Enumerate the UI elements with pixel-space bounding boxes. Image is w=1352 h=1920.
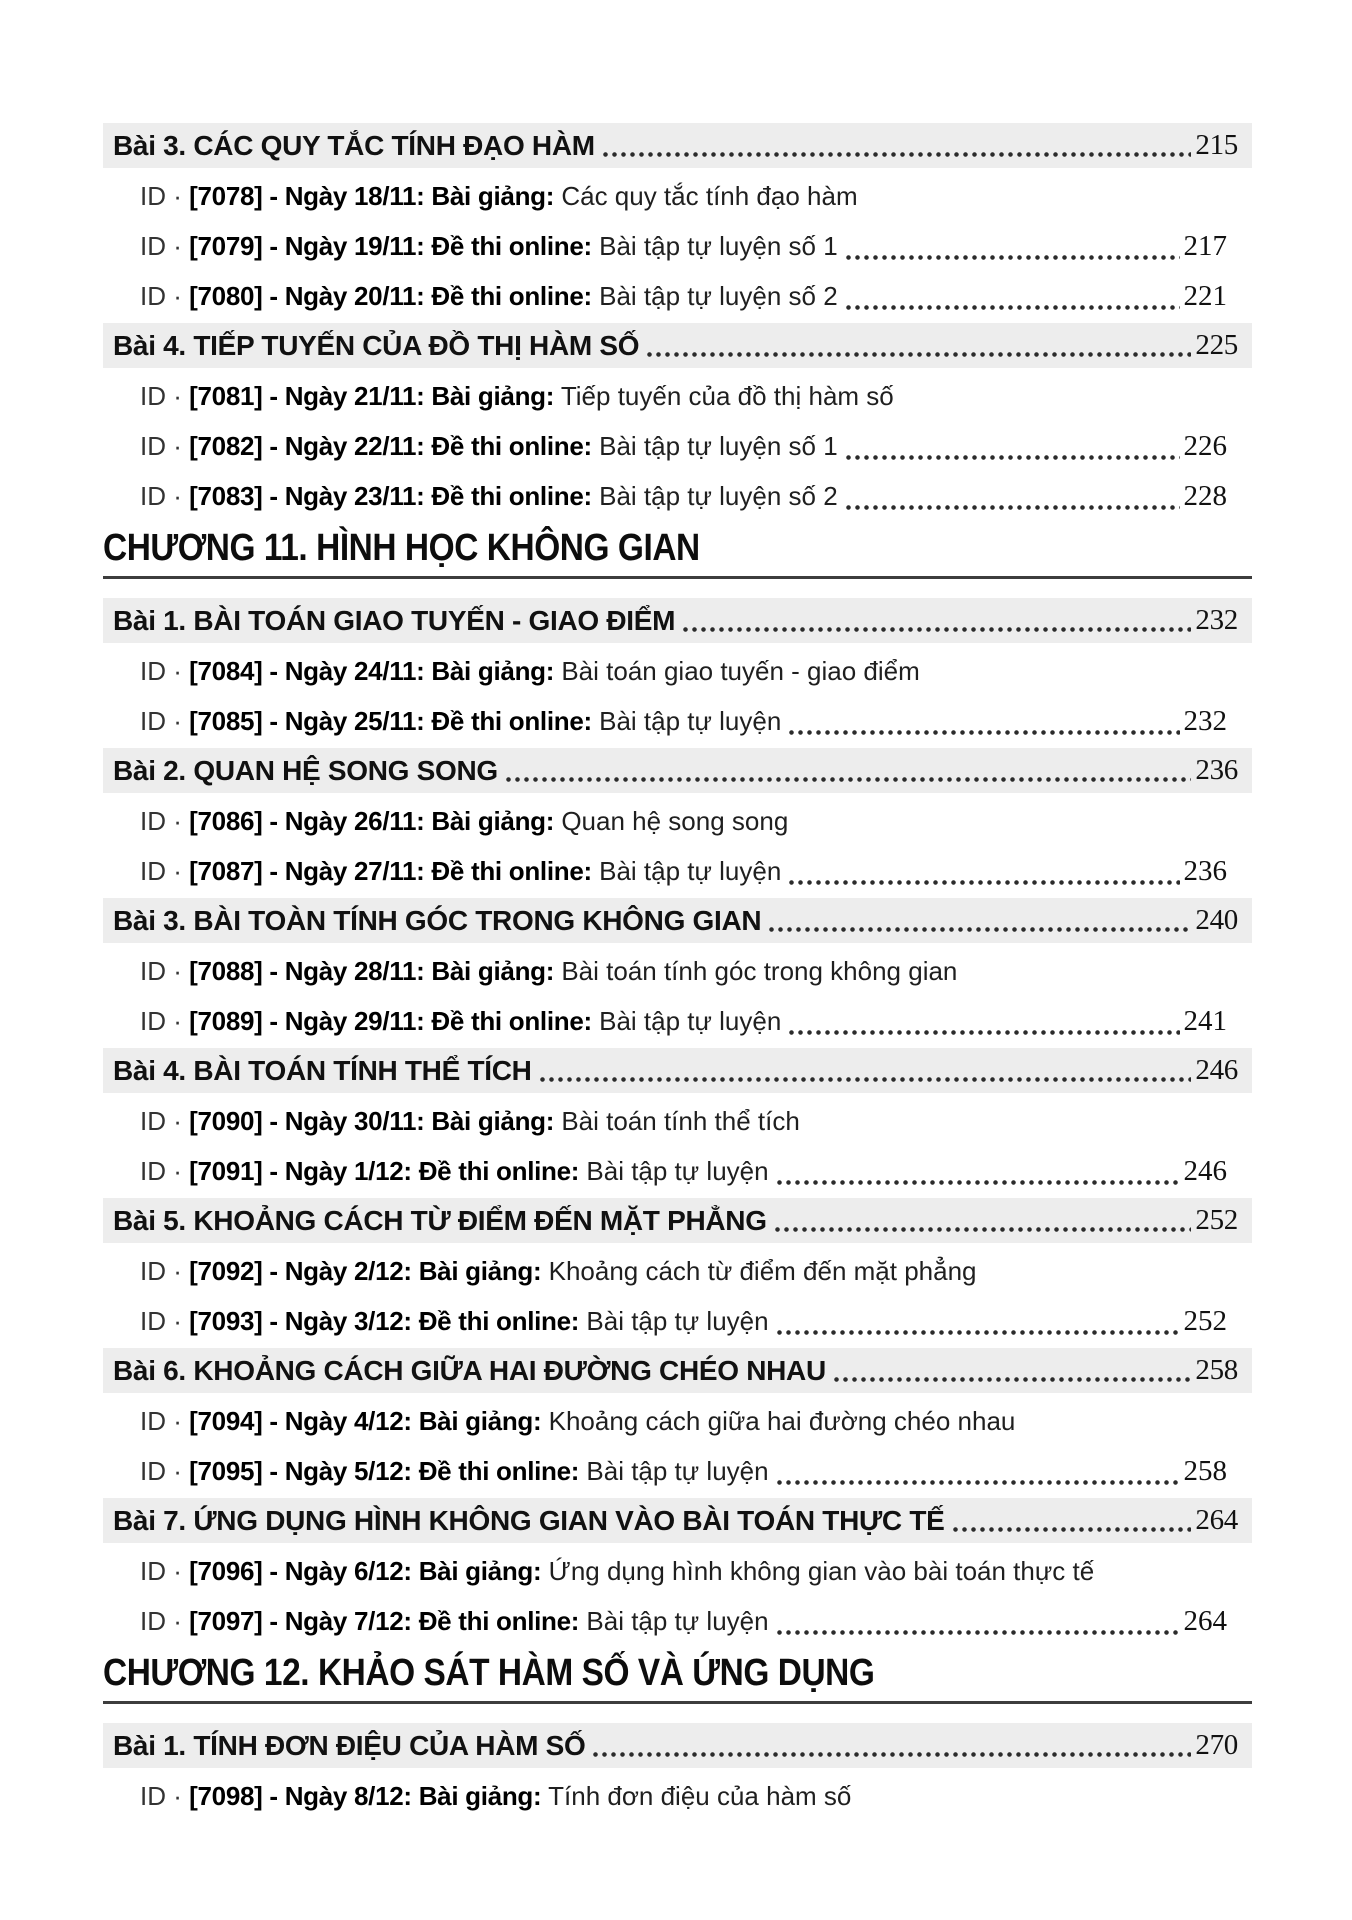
dot-leader <box>683 627 1191 633</box>
dot-leader <box>506 777 1192 783</box>
item-id-label: ID <box>140 1305 166 1336</box>
item-text <box>140 1781 851 1812</box>
lesson-row <box>103 123 1252 168</box>
item-title: Bài tập tự luyện số 2 <box>599 480 838 511</box>
lesson-row <box>103 1198 1252 1243</box>
item-text <box>140 1406 1015 1437</box>
item-text <box>140 381 894 412</box>
lesson-row <box>103 1348 1252 1393</box>
lesson-row <box>103 1048 1252 1093</box>
dot-leader <box>834 1377 1192 1383</box>
item-row <box>103 1246 1252 1296</box>
dot-leader <box>846 305 1180 311</box>
dot-leader <box>953 1527 1192 1533</box>
dot-leader <box>769 927 1191 933</box>
item-title: Khoảng cách giữa hai đường chéo nhau <box>548 1405 1016 1436</box>
item-id-label: ID <box>140 1105 166 1136</box>
item-id-label: ID <box>140 430 166 461</box>
item-code-date: [7096] - Ngày 6/12: Bài giảng: <box>189 1555 542 1586</box>
item-text <box>140 656 920 687</box>
item-title: Bài tập tự luyện số 2 <box>599 280 838 311</box>
item-code-date: [7085] - Ngày 25/11: Đề thi online: <box>189 705 592 736</box>
item-id-label: ID <box>140 955 166 986</box>
item-code-date: [7089] - Ngày 29/11: Đề thi online: <box>189 1005 592 1036</box>
item-separator: · <box>173 1105 182 1136</box>
page-number: 232 <box>1183 704 1227 737</box>
item-title: Bài tập tự luyện <box>586 1155 769 1186</box>
item-row <box>103 1296 1252 1346</box>
dot-leader <box>789 1030 1179 1036</box>
item-text <box>140 1006 781 1037</box>
item-row <box>103 846 1252 896</box>
item-text <box>140 181 858 212</box>
lesson-row <box>103 323 1252 368</box>
item-separator: · <box>173 1605 182 1636</box>
item-title: Tiếp tuyến của đồ thị hàm số <box>560 380 894 411</box>
item-code-date: [7078] - Ngày 18/11: Bài giảng: <box>189 180 555 211</box>
item-separator: · <box>173 1780 182 1811</box>
item-row <box>103 421 1252 471</box>
item-code-date: [7081] - Ngày 21/11: Bài giảng: <box>189 380 555 411</box>
item-separator: · <box>173 705 182 736</box>
item-row <box>103 471 1252 521</box>
item-separator: · <box>173 180 182 211</box>
item-code-date: [7086] - Ngày 26/11: Bài giảng: <box>189 805 555 836</box>
item-code-date: [7098] - Ngày 8/12: Bài giảng: <box>189 1780 542 1811</box>
item-separator: · <box>173 280 182 311</box>
item-text <box>140 1156 769 1187</box>
lesson-title: Bài 1. BÀI TOÁN GIAO TUYẾN - GIAO ĐIỂM <box>113 604 676 636</box>
item-text <box>140 281 838 312</box>
item-code-date: [7090] - Ngày 30/11: Bài giảng: <box>189 1105 555 1136</box>
item-id-label: ID <box>140 280 166 311</box>
item-text <box>140 1306 769 1337</box>
item-text <box>140 481 838 512</box>
item-code-date: [7088] - Ngày 28/11: Bài giảng: <box>189 955 555 986</box>
item-row <box>103 171 1252 221</box>
item-separator: · <box>173 380 182 411</box>
lesson-row <box>103 1723 1252 1768</box>
lesson-title: Bài 4. BÀI TOÁN TÍNH THỂ TÍCH <box>113 1054 532 1086</box>
item-id-label: ID <box>140 1555 166 1586</box>
item-title: Bài tập tự luyện <box>586 1305 769 1336</box>
item-id-label: ID <box>140 1005 166 1036</box>
dot-leader <box>775 1227 1192 1233</box>
item-title: Khoảng cách từ điểm đến mặt phẳng <box>548 1255 977 1286</box>
item-title: Các quy tắc tính đạo hàm <box>561 180 858 211</box>
item-code-date: [7097] - Ngày 7/12: Đề thi online: <box>189 1605 580 1636</box>
item-row <box>103 221 1252 271</box>
dot-leader <box>647 352 1191 358</box>
item-row <box>103 996 1252 1046</box>
item-row <box>103 696 1252 746</box>
toc-list <box>103 121 1252 1821</box>
item-separator: · <box>173 430 182 461</box>
page-number: 232 <box>1195 604 1238 636</box>
item-separator: · <box>173 1555 182 1586</box>
item-title: Bài tập tự luyện <box>599 705 782 736</box>
item-row <box>103 796 1252 846</box>
item-id-label: ID <box>140 1155 166 1186</box>
lesson-title: Bài 7. ỨNG DỤNG HÌNH KHÔNG GIAN VÀO BÀI TOÁN THỰC TẾ <box>113 1504 945 1536</box>
dot-leader <box>846 505 1180 511</box>
lesson-title: Bài 2. QUAN HỆ SONG SONG <box>113 754 498 786</box>
lesson-title: Bài 3. BÀI TOÀN TÍNH GÓC TRONG KHÔNG GIAN <box>113 904 762 936</box>
item-title: Ứng dụng hình không gian vào bài toán thực tế <box>548 1555 1095 1586</box>
page-number: 270 <box>1195 1729 1238 1761</box>
chapter-title: CHƯƠNG 12. KHẢO SÁT HÀM SỐ VÀ ỨNG DỤNG <box>103 1652 875 1694</box>
dot-leader <box>777 1480 1180 1486</box>
page-number: 246 <box>1183 1154 1227 1187</box>
item-separator: · <box>173 230 182 261</box>
dot-leader <box>789 880 1179 886</box>
item-separator: · <box>173 805 182 836</box>
item-id-label: ID <box>140 805 166 836</box>
item-code-date: [7092] - Ngày 2/12: Bài giảng: <box>189 1255 542 1286</box>
page-number: 217 <box>1183 229 1227 262</box>
lesson-row <box>103 598 1252 643</box>
item-text <box>140 1256 977 1287</box>
item-id-label: ID <box>140 655 166 686</box>
item-text <box>140 1606 769 1637</box>
item-code-date: [7087] - Ngày 27/11: Đề thi online: <box>189 855 592 886</box>
item-code-date: [7091] - Ngày 1/12: Đề thi online: <box>189 1155 580 1186</box>
page-number: 252 <box>1183 1304 1227 1337</box>
page-number: 215 <box>1195 129 1238 161</box>
item-title: Bài tập tự luyện <box>599 855 782 886</box>
dot-leader <box>593 1752 1191 1758</box>
item-code-date: [7095] - Ngày 5/12: Đề thi online: <box>189 1455 580 1486</box>
item-id-label: ID <box>140 230 166 261</box>
chapter-row <box>103 1646 1252 1721</box>
item-row <box>103 1396 1252 1446</box>
item-text <box>140 1556 1094 1587</box>
item-title: Bài tập tự luyện <box>586 1455 769 1486</box>
dot-leader <box>789 730 1179 736</box>
page-number: 236 <box>1183 854 1227 887</box>
item-title: Tính đơn điệu của hàm số <box>548 1780 852 1811</box>
lesson-title: Bài 3. CÁC QUY TẮC TÍNH ĐẠO HÀM <box>113 129 595 161</box>
dot-leader <box>777 1180 1180 1186</box>
item-row <box>103 1546 1252 1596</box>
item-row <box>103 1596 1252 1646</box>
item-id-label: ID <box>140 705 166 736</box>
dot-leader <box>603 152 1192 158</box>
item-id-label: ID <box>140 180 166 211</box>
item-separator: · <box>173 1005 182 1036</box>
page-number: 246 <box>1195 1054 1238 1086</box>
page-number: 258 <box>1183 1454 1227 1487</box>
item-separator: · <box>173 1155 182 1186</box>
page-number: 258 <box>1195 1354 1238 1386</box>
item-title: Bài tập tự luyện <box>586 1605 769 1636</box>
item-id-label: ID <box>140 1605 166 1636</box>
item-code-date: [7079] - Ngày 19/11: Đề thi online: <box>189 230 592 261</box>
item-title: Bài tập tự luyện <box>599 1005 782 1036</box>
item-title: Bài toán giao tuyến - giao điểm <box>561 655 920 686</box>
item-id-label: ID <box>140 1405 166 1436</box>
page-number: 221 <box>1183 279 1227 312</box>
page-number: 241 <box>1183 1004 1227 1037</box>
item-title: Bài toán tính góc trong không gian <box>561 955 958 986</box>
lesson-row <box>103 1498 1252 1543</box>
item-text <box>140 1456 769 1487</box>
dot-leader <box>540 1077 1192 1083</box>
chapter-rule <box>103 576 1252 579</box>
item-title: Quan hệ song song <box>561 805 789 836</box>
item-title: Bài tập tự luyện số 1 <box>599 230 838 261</box>
lesson-row <box>103 898 1252 943</box>
item-row <box>103 271 1252 321</box>
item-code-date: [7093] - Ngày 3/12: Đề thi online: <box>189 1305 580 1336</box>
item-text <box>140 1106 800 1137</box>
item-separator: · <box>173 480 182 511</box>
item-id-label: ID <box>140 855 166 886</box>
item-separator: · <box>173 955 182 986</box>
page-number: 228 <box>1183 479 1227 512</box>
lesson-title: Bài 4. TIẾP TUYẾN CỦA ĐỒ THỊ HÀM SỐ <box>113 329 640 361</box>
page-number: 252 <box>1195 1204 1238 1236</box>
item-text <box>140 856 781 887</box>
item-code-date: [7080] - Ngày 20/11: Đề thi online: <box>189 280 592 311</box>
page-number: 226 <box>1183 429 1227 462</box>
item-code-date: [7084] - Ngày 24/11: Bài giảng: <box>189 655 555 686</box>
dot-leader <box>777 1630 1180 1636</box>
item-id-label: ID <box>140 1255 166 1286</box>
item-row <box>103 371 1252 421</box>
dot-leader <box>777 1330 1180 1336</box>
item-code-date: [7083] - Ngày 23/11: Đề thi online: <box>189 480 592 511</box>
item-row <box>103 1771 1252 1821</box>
page-number: 264 <box>1183 1604 1227 1637</box>
item-title: Bài toán tính thể tích <box>561 1105 800 1136</box>
item-row <box>103 646 1252 696</box>
item-text <box>140 431 838 462</box>
item-id-label: ID <box>140 1780 166 1811</box>
item-text <box>140 806 788 837</box>
item-title: Bài tập tự luyện số 1 <box>599 430 838 461</box>
item-separator: · <box>173 655 182 686</box>
item-row <box>103 1446 1252 1496</box>
lesson-title: Bài 6. KHOẢNG CÁCH GIỮA HAI ĐƯỜNG CHÉO NHAU <box>113 1354 826 1386</box>
dot-leader <box>846 255 1180 261</box>
page-number: 264 <box>1195 1504 1238 1536</box>
dot-leader <box>846 455 1180 461</box>
item-row <box>103 946 1252 996</box>
item-separator: · <box>173 1405 182 1436</box>
chapter-rule <box>103 1701 1252 1704</box>
item-text <box>140 231 838 262</box>
item-code-date: [7082] - Ngày 22/11: Đề thi online: <box>189 430 592 461</box>
item-id-label: ID <box>140 480 166 511</box>
item-separator: · <box>173 855 182 886</box>
lesson-title: Bài 1. TÍNH ĐƠN ĐIỆU CỦA HÀM SỐ <box>113 1729 586 1761</box>
item-text <box>140 706 781 737</box>
item-code-date: [7094] - Ngày 4/12: Bài giảng: <box>189 1405 542 1436</box>
item-row <box>103 1146 1252 1196</box>
lesson-title: Bài 5. KHOẢNG CÁCH TỪ ĐIỂM ĐẾN MẶT PHẲNG <box>113 1204 767 1236</box>
chapter-row <box>103 521 1252 596</box>
item-text <box>140 956 957 987</box>
item-separator: · <box>173 1305 182 1336</box>
item-separator: · <box>173 1255 182 1286</box>
chapter-title: CHƯƠNG 11. HÌNH HỌC KHÔNG GIAN <box>103 527 700 569</box>
page-number: 236 <box>1195 754 1238 786</box>
lesson-row <box>103 748 1252 793</box>
item-id-label: ID <box>140 380 166 411</box>
page-number: 225 <box>1195 329 1238 361</box>
page-number: 240 <box>1195 904 1238 936</box>
item-id-label: ID <box>140 1455 166 1486</box>
item-row <box>103 1096 1252 1146</box>
item-separator: · <box>173 1455 182 1486</box>
